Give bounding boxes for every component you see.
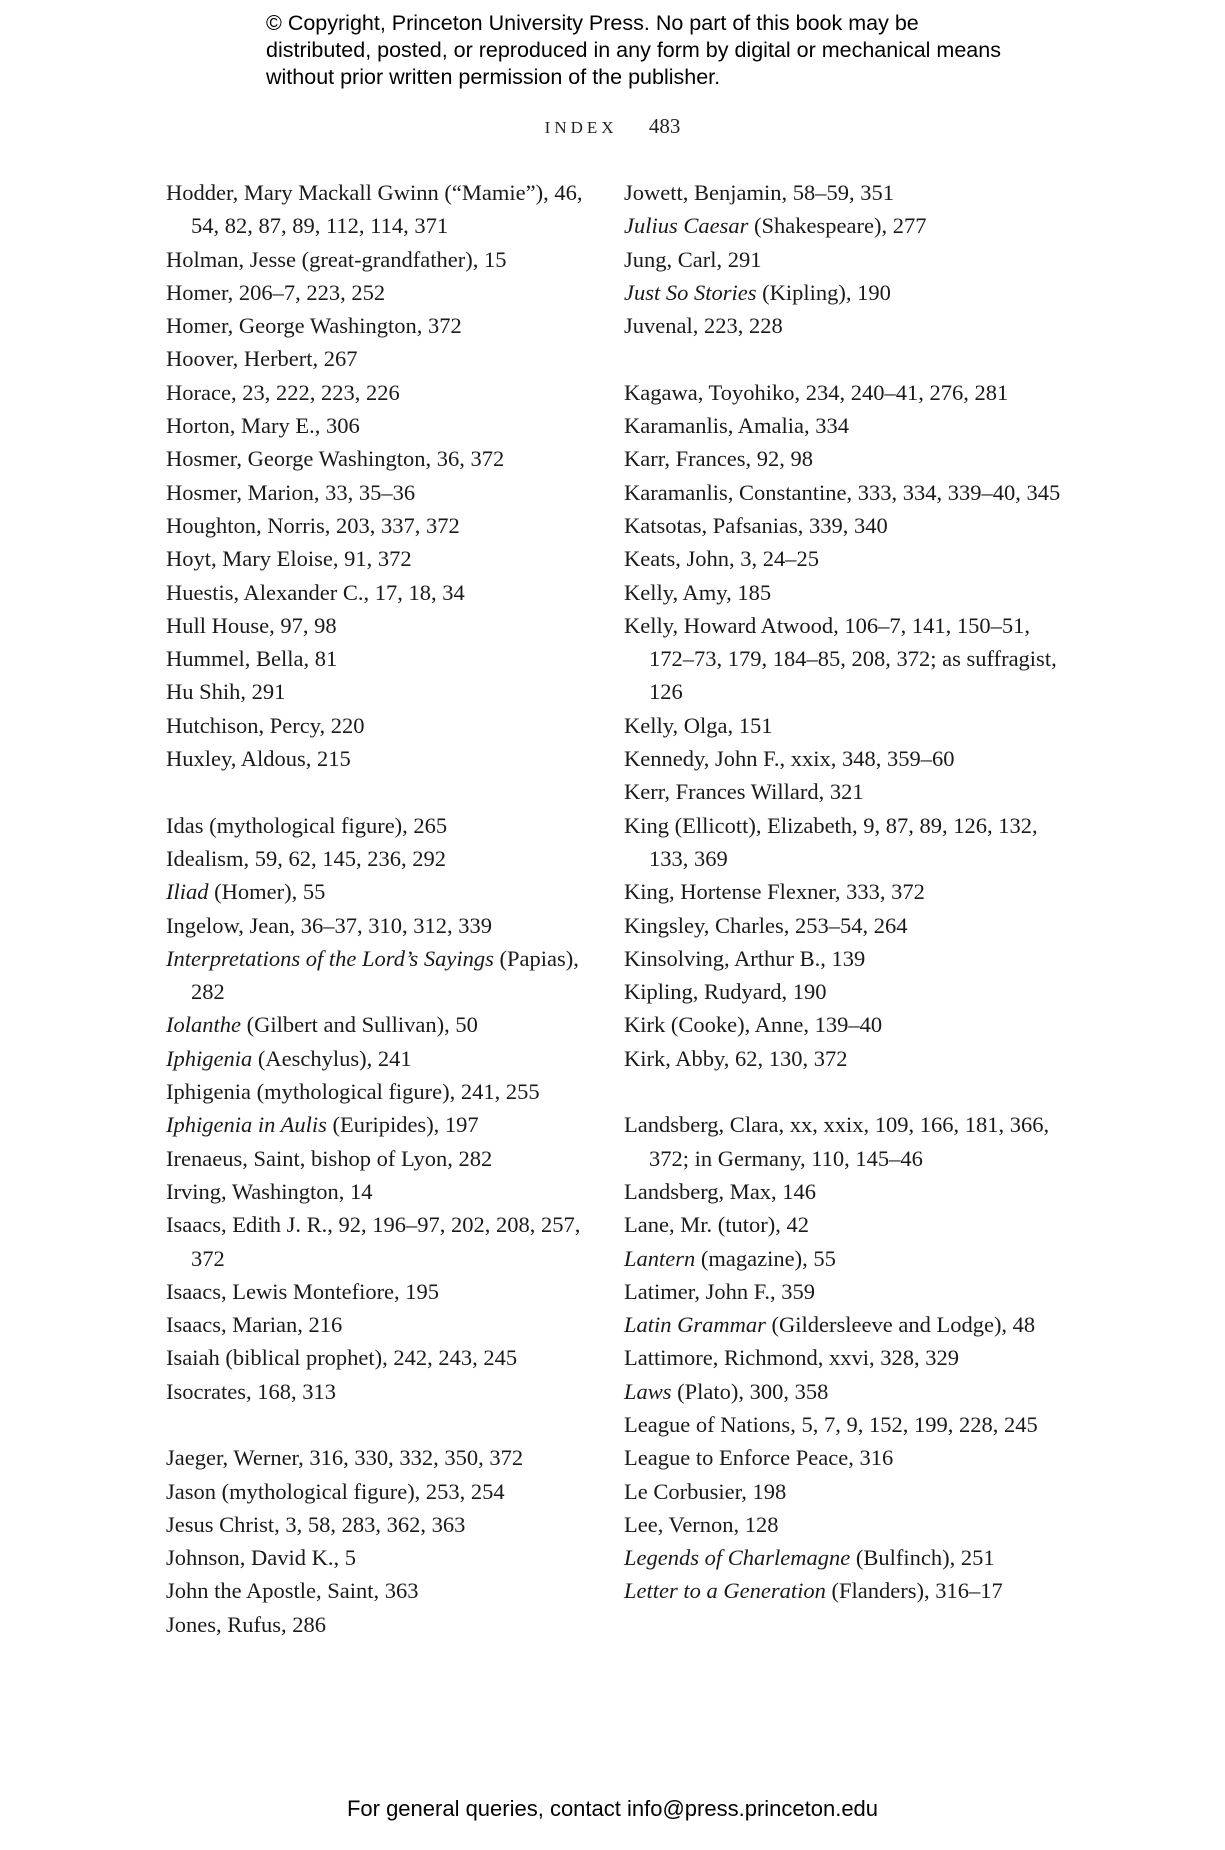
index-entry-title: Just So Stories <box>624 279 757 305</box>
index-entry-text: Landsberg, Max, 146 <box>624 1178 817 1204</box>
index-entry-text: Hu Shih, 291 <box>166 679 286 705</box>
index-entry <box>624 1242 1064 1275</box>
index-entry <box>624 1508 1064 1541</box>
index-entry-text: Karr, Frances, 92, 98 <box>624 446 814 472</box>
index-entry-title: Lantern <box>624 1245 696 1271</box>
index-entry-text: (Homer), 55 <box>208 879 326 905</box>
index-entry <box>166 709 586 742</box>
index-entry <box>624 1208 1064 1241</box>
index-entry <box>624 1441 1064 1474</box>
index-entry-text: Karamanlis, Amalia, 334 <box>624 413 849 439</box>
index-entry <box>624 1541 1064 1574</box>
index-entry <box>624 1275 1064 1308</box>
index-entry-text: Hoover, Herbert, 267 <box>166 346 358 372</box>
index-entry-text: Hull House, 97, 98 <box>166 612 337 638</box>
index-entry <box>624 376 1064 409</box>
index-entry-text: Idealism, 59, 62, 145, 236, 292 <box>166 845 446 871</box>
index-entry-text: Hutchison, Percy, 220 <box>166 712 365 738</box>
index-entry-text: Irving, Washington, 14 <box>166 1178 373 1204</box>
index-entry <box>166 1108 586 1141</box>
index-entry-text: Kennedy, John F., xxix, 348, 359–60 <box>624 746 955 772</box>
index-entry-title: Letter to a Generation <box>624 1578 826 1604</box>
index-entry-text: Keats, John, 3, 24–25 <box>624 546 819 572</box>
index-entry-text: Kinsolving, Arthur B., 139 <box>624 945 866 971</box>
index-entry <box>624 576 1064 609</box>
index-entry <box>166 742 586 775</box>
index-entry-text: Isaiah (biblical prophet), 242, 243, 245 <box>166 1345 518 1371</box>
index-entry-title: Laws <box>624 1378 672 1404</box>
running-head-label: INDEX <box>544 118 618 137</box>
index-entry-text: Hodder, Mary Mackall Gwinn (“Mamie”), 46, 54, 82, 87, 89, 112, 114, 371 <box>166 180 583 239</box>
index-entry-text: (Papias), 282 <box>191 945 579 1005</box>
index-entry-text: Horton, Mary E., 306 <box>166 413 360 439</box>
index-entry <box>166 1574 586 1607</box>
index-entry-text: Isaacs, Edith J. R., 92, 196–97, 202, 208, 257, 372 <box>166 1212 581 1271</box>
index-entry <box>166 1008 586 1041</box>
index-entry <box>166 342 586 375</box>
index-entry-title: Latin Grammar <box>624 1312 766 1338</box>
index-entry <box>624 176 1064 209</box>
index-entry-text: John the Apostle, Saint, 363 <box>166 1578 419 1604</box>
index-entry <box>624 409 1064 442</box>
index-entry <box>624 442 1064 475</box>
index-entry <box>166 842 586 875</box>
index-entry <box>624 1475 1064 1508</box>
index-entry <box>166 509 586 542</box>
index-entry <box>166 1441 586 1474</box>
index-entry-text: League of Nations, 5, 7, 9, 152, 199, 228, 245 <box>624 1411 1038 1437</box>
index-entry-text: Jowett, Benjamin, 58–59, 351 <box>624 180 894 205</box>
index-entry-text: Isaacs, Lewis Montefiore, 195 <box>166 1278 440 1304</box>
index-entry-title: Iphigenia in Aulis <box>166 1112 327 1138</box>
index-entry-text: (magazine), 55 <box>695 1245 836 1271</box>
index-entry-text: Hosmer, George Washington, 36, 372 <box>166 446 505 472</box>
index-entry-text: King, Hortense Flexner, 333, 372 <box>624 879 925 905</box>
index-entry-text: Irenaeus, Saint, bishop of Lyon, 282 <box>166 1145 493 1171</box>
index-entry <box>166 376 586 409</box>
index-entry <box>166 1275 586 1308</box>
index-entry <box>624 1108 1064 1175</box>
index-entry <box>166 1608 586 1641</box>
index-entry <box>624 1008 1064 1041</box>
index-entry <box>624 1042 1064 1075</box>
index-entry-text: (Plato), 300, 358 <box>671 1378 829 1404</box>
index-entry-text: Johnson, David K., 5 <box>166 1545 356 1571</box>
index-entry-text: Kipling, Rudyard, 190 <box>624 979 827 1005</box>
index-entry <box>624 909 1064 942</box>
index-entry <box>624 709 1064 742</box>
index-entry <box>166 1341 586 1374</box>
page-number: 483 <box>648 114 681 138</box>
index-entry <box>166 675 586 708</box>
index-entry-text: (Kipling), 190 <box>756 279 891 305</box>
copyright-notice: © Copyright, Princeton University Press. No part of this book may be distributed, posted, or reproduced in any form by digital or mechanical means without prior written permission of the publisher. <box>266 11 1001 89</box>
index-entry-title: Iphigenia <box>166 1045 253 1071</box>
index-entry <box>166 875 586 908</box>
index-entry <box>624 609 1064 709</box>
index-entry <box>166 942 586 1009</box>
index-entry <box>166 1142 586 1175</box>
index-entry <box>166 442 586 475</box>
index-entry-text: Jaeger, Werner, 316, 330, 332, 350, 372 <box>166 1445 524 1471</box>
index-entry-text: Homer, 206–7, 223, 252 <box>166 279 386 305</box>
index-entry-text: Katsotas, Pafsanias, 339, 340 <box>624 512 888 538</box>
index-entry <box>166 909 586 942</box>
index-entry <box>166 409 586 442</box>
index-entry-text: Kagawa, Toyohiko, 234, 240–41, 276, 281 <box>624 379 1009 405</box>
index-entry <box>624 742 1064 775</box>
index-column-right <box>624 176 1064 1608</box>
index-entry <box>624 1308 1064 1341</box>
index-entry-text: (Gildersleeve and Lodge), 48 <box>765 1312 1036 1338</box>
index-entry-text: Hosmer, Marion, 33, 35–36 <box>166 479 416 505</box>
index-entry <box>166 1075 586 1108</box>
index-entry-text: Idas (mythological figure), 265 <box>166 812 448 838</box>
index-entry <box>624 975 1064 1008</box>
index-entry <box>166 609 586 642</box>
index-column-left <box>166 176 586 1641</box>
index-entry-text: Lattimore, Richmond, xxvi, 328, 329 <box>624 1345 959 1371</box>
index-entry <box>166 1541 586 1574</box>
index-entry <box>624 1375 1064 1408</box>
index-entry <box>166 1475 586 1508</box>
index-entry <box>166 1042 586 1075</box>
index-entry-text: Kerr, Frances Willard, 321 <box>624 779 864 805</box>
index-entry-text: Le Corbusier, 198 <box>624 1478 787 1504</box>
index-entry <box>624 509 1064 542</box>
index-entry-text: (Flanders), 316–17 <box>825 1578 1003 1604</box>
index-entry-text: (Bulfinch), 251 <box>850 1545 995 1571</box>
index-entry <box>166 542 586 575</box>
index-entry <box>166 576 586 609</box>
index-entry-text: Lane, Mr. (tutor), 42 <box>624 1212 809 1238</box>
index-entry <box>166 476 586 509</box>
index-entry-text: Jason (mythological figure), 253, 254 <box>166 1478 505 1504</box>
index-entry <box>624 1574 1064 1607</box>
index-entry-text: Karamanlis, Constantine, 333, 334, 339–40, 345 <box>624 479 1061 505</box>
index-entry <box>166 1308 586 1341</box>
index-entry-text: Kingsley, Charles, 253–54, 264 <box>624 912 908 938</box>
index-entry-text: Kelly, Olga, 151 <box>624 712 773 738</box>
index-entry-text: Isocrates, 168, 313 <box>166 1378 336 1404</box>
footer-contact: For general queries, contact info@press.princeton.edu <box>346 1796 879 1821</box>
index-entry-text: Huxley, Aldous, 215 <box>166 746 351 772</box>
index-entry-text: (Shakespeare), 277 <box>748 213 927 239</box>
index-entry <box>624 209 1064 242</box>
index-entry-text: Kelly, Amy, 185 <box>624 579 772 605</box>
index-entry <box>166 176 586 243</box>
index-entry <box>624 1341 1064 1374</box>
index-entry-title: Julius Caesar <box>624 213 749 239</box>
index-entry-text: Jones, Rufus, 286 <box>166 1611 327 1637</box>
index-entry-text: Landsberg, Clara, xx, xxix, 109, 166, 181, 366, 372; in Germany, 110, 145–46 <box>624 1112 1050 1171</box>
index-entry <box>166 243 586 276</box>
index-entry-text: Kelly, Howard Atwood, 106–7, 141, 150–51, 172–73, 179, 184–85, 208, 372; as suffragist, 126 <box>624 612 1057 705</box>
index-entry-text: League to Enforce Peace, 316 <box>624 1445 894 1471</box>
index-entry <box>166 276 586 309</box>
index-entry-title: Iolanthe <box>166 1012 241 1038</box>
index-entry <box>166 809 586 842</box>
index-entry-text: Holman, Jesse (great-grandfather), 15 <box>166 246 507 272</box>
index-entry-text: Houghton, Norris, 203, 337, 372 <box>166 512 460 538</box>
index-entry <box>166 309 586 342</box>
index-entry <box>624 809 1064 876</box>
index-entry-text: Horace, 23, 222, 223, 226 <box>166 379 400 405</box>
index-entry-text: (Aeschylus), 241 <box>252 1045 412 1071</box>
index-entry-text: Hoyt, Mary Eloise, 91, 372 <box>166 546 412 572</box>
index-entry <box>166 1508 586 1541</box>
letter-group-gap <box>624 342 1064 375</box>
index-entry-text: Hummel, Bella, 81 <box>166 646 338 672</box>
index-entry-text: Iphigenia (mythological figure), 241, 255 <box>166 1079 540 1105</box>
index-entry-text: Lee, Vernon, 128 <box>624 1511 779 1537</box>
index-entry-text: Juvenal, 223, 228 <box>624 313 783 339</box>
index-entry-text: Isaacs, Marian, 216 <box>166 1312 343 1338</box>
index-entry <box>624 542 1064 575</box>
index-entry-text: Kirk, Abby, 62, 130, 372 <box>624 1045 848 1071</box>
index-entry-text: Homer, George Washington, 372 <box>166 313 462 339</box>
index-entry <box>624 276 1064 309</box>
index-entry <box>624 875 1064 908</box>
index-entry-text: (Gilbert and Sullivan), 50 <box>240 1012 478 1038</box>
index-entry-text: Ingelow, Jean, 36–37, 310, 312, 339 <box>166 912 492 938</box>
index-entry <box>624 309 1064 342</box>
index-entry <box>624 476 1064 509</box>
index-entry-title: Iliad <box>166 879 209 905</box>
index-entry <box>624 1175 1064 1208</box>
letter-group-gap <box>624 1075 1064 1108</box>
index-entry <box>166 1175 586 1208</box>
index-entry-text: Jung, Carl, 291 <box>624 246 762 272</box>
letter-group-gap <box>166 1408 586 1441</box>
index-entry-text: Huestis, Alexander C., 17, 18, 34 <box>166 579 465 605</box>
index-entry-text: (Euripides), 197 <box>326 1112 479 1138</box>
index-entry <box>624 942 1064 975</box>
index-entry <box>166 642 586 675</box>
letter-group-gap <box>166 775 586 808</box>
index-entry-text: King (Ellicott), Elizabeth, 9, 87, 89, 126, 132, 133, 369 <box>624 812 1038 871</box>
index-entry <box>624 1408 1064 1441</box>
index-entry <box>624 775 1064 808</box>
index-entry <box>166 1208 586 1275</box>
index-entry-title: Interpretations of the Lord’s Sayings <box>166 945 494 971</box>
index-entry <box>166 1375 586 1408</box>
index-entry-text: Latimer, John F., 359 <box>624 1278 816 1304</box>
index-entry <box>624 243 1064 276</box>
running-head <box>0 114 1225 139</box>
index-entry-title: Legends of Charlemagne <box>624 1545 851 1571</box>
index-entry-text: Jesus Christ, 3, 58, 283, 362, 363 <box>166 1511 466 1537</box>
index-entry-text: Kirk (Cooke), Anne, 139–40 <box>624 1012 883 1038</box>
